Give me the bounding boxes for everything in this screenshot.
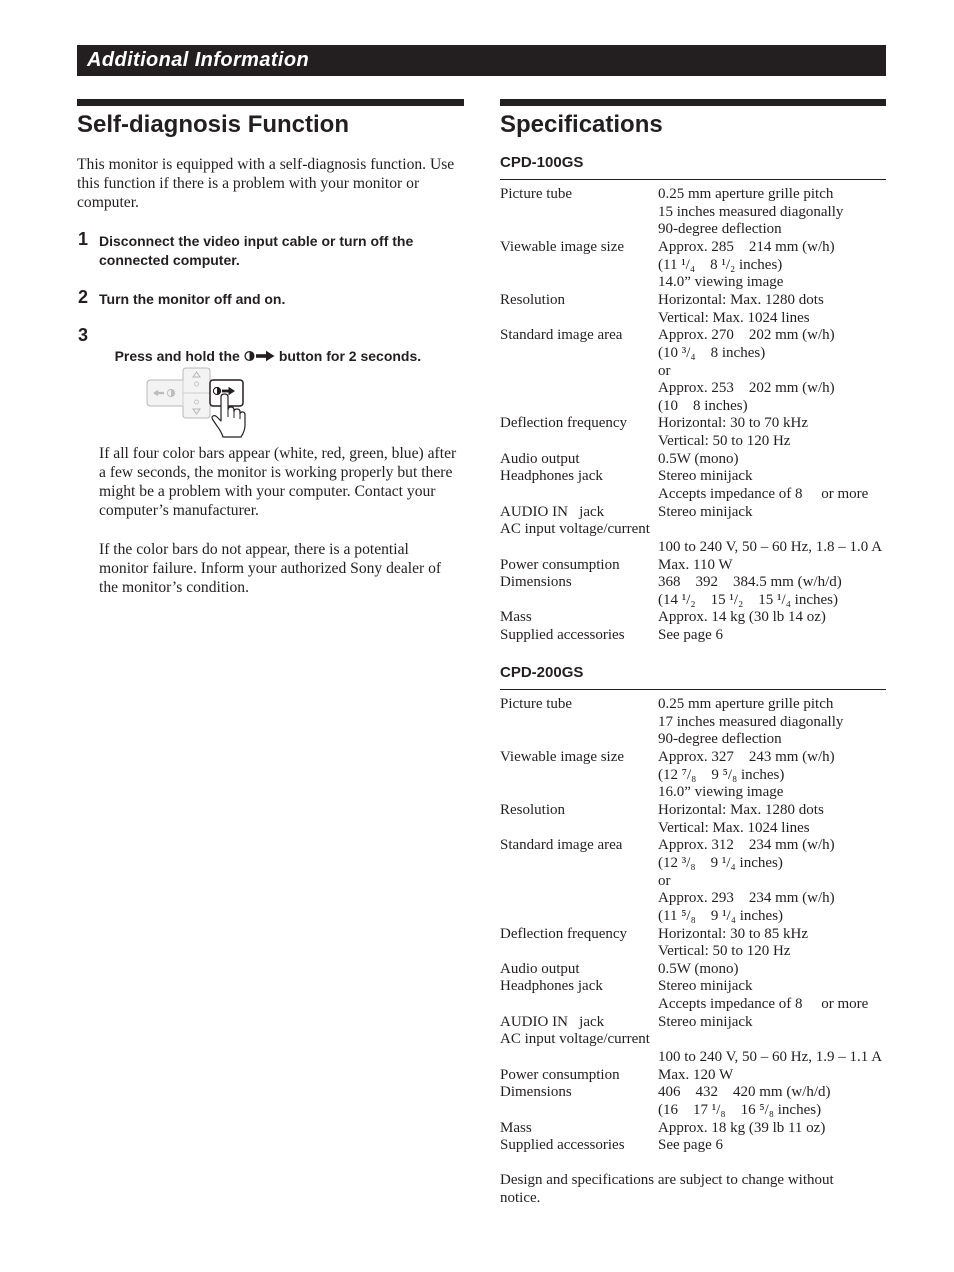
spec-value: Vertical: 50 to 120 Hz — [658, 943, 791, 960]
spec-label: Dimensions — [500, 1084, 572, 1101]
spec-label: Power consumption — [500, 1066, 620, 1083]
spec-row — [500, 802, 886, 820]
spec-row — [500, 996, 886, 1014]
spec-value: Accepts impedance of 8 or more — [658, 485, 869, 502]
spec-row — [500, 820, 886, 838]
spec-value: 16.0” viewing image — [658, 784, 784, 801]
spec-label: AUDIO IN jack — [500, 1013, 605, 1030]
spec-value: Approx. 293 234 mm (w/h) — [658, 890, 835, 907]
spec-row — [500, 274, 886, 292]
spec-label: Resolution — [500, 291, 566, 308]
result-ok-text: If all four color bars appear (white, red, green, blue) after a few seconds, the monitor is working properly but there might be a problem with your computer. Contact your computer’s manufacturer. — [99, 444, 457, 519]
spec-value: Approx. 312 234 mm (w/h) — [658, 837, 835, 854]
spec-row — [500, 310, 886, 328]
spec-value: Approx. 270 202 mm (w/h) — [658, 327, 835, 344]
spec-row — [500, 1137, 886, 1155]
spec-label: Power consumption — [500, 556, 620, 573]
contrast-arrow-icon — [244, 350, 275, 362]
spec-row — [500, 345, 886, 363]
spec-table-cpd-200gs — [500, 696, 886, 1155]
specifications-note: Design and specifications are subject to change without notice. — [500, 1172, 834, 1206]
spec-row — [500, 557, 886, 575]
spec-value: Approx. 285 214 mm (w/h) — [658, 239, 835, 256]
spec-label: Picture tube — [500, 696, 573, 713]
spec-value: 90-degree deflection — [658, 221, 782, 238]
spec-value: Horizontal: 30 to 70 kHz — [658, 415, 808, 432]
spec-value: See page 6 — [658, 1137, 723, 1154]
model-heading-rule — [500, 689, 886, 690]
step-text: Disconnect the video input cable or turn off the connected computer. — [99, 232, 414, 268]
spec-value: Horizontal: Max. 1280 dots — [658, 291, 824, 308]
spec-value: (11 ⁵/₈ 9 ¹/₄ inches) — [658, 907, 784, 924]
spec-row — [500, 767, 886, 785]
spec-label: AC input voltage/current — [500, 1031, 650, 1048]
spec-row — [500, 1014, 886, 1032]
section-header-bar — [77, 45, 886, 76]
spec-value: Horizontal: Max. 1280 dots — [658, 802, 824, 819]
control-pad-illustration — [145, 365, 248, 439]
spec-value: Stereo minijack — [658, 1013, 753, 1030]
spec-row — [500, 837, 886, 855]
spec-row — [500, 204, 886, 222]
spec-value: Approx. 18 kg (39 lb 11 oz) — [658, 1119, 826, 1136]
spec-row — [500, 327, 886, 345]
spec-value: 0.25 mm aperture grille pitch — [658, 696, 834, 713]
spec-label: Audio output — [500, 960, 580, 977]
spec-value: 100 to 240 V, 50 – 60 Hz, 1.9 – 1.1 A — [658, 1049, 883, 1065]
spec-row — [500, 978, 886, 996]
spec-value: 100 to 240 V, 50 – 60 Hz, 1.8 – 1.0 A — [658, 538, 883, 555]
spec-value: 368 392 384.5 mm (w/h/d) — [658, 574, 842, 591]
spec-row — [500, 486, 886, 504]
spec-row — [500, 908, 886, 926]
model-heading: CPD-100GS — [500, 154, 584, 172]
spec-value: (14 ¹/₂ 15 ¹/₂ 15 ¹/₄ inches) — [658, 591, 838, 608]
spec-label: Dimensions — [500, 574, 572, 591]
spec-value: or — [658, 872, 671, 889]
spec-row — [500, 784, 886, 802]
spec-value: 0.5W (mono) — [658, 450, 739, 467]
spec-value: Vertical: Max. 1024 lines — [658, 819, 810, 836]
spec-value: Accepts impedance of 8 or more — [658, 996, 869, 1013]
result-fail-text: If the color bars do not appear, there is a potential monitor failure. Inform your authorized Sony dealer of the monitor’s condition. — [99, 540, 442, 596]
spec-row — [500, 609, 886, 627]
model-heading-rule — [500, 179, 886, 180]
spec-row — [500, 1067, 886, 1085]
spec-value: Stereo minijack — [658, 468, 753, 485]
step-text-before-icon: Press and hold the — [114, 347, 240, 364]
section-header-title: Additional Information — [87, 49, 310, 71]
spec-row — [500, 696, 886, 714]
step-number: 2 — [78, 287, 89, 308]
spec-value: (12 ³/₈ 9 ¹/₄ inches) — [658, 854, 783, 871]
spec-value: Horizontal: 30 to 85 kHz — [658, 925, 808, 942]
step-text-after-icon: button for 2 seconds. — [278, 347, 422, 364]
spec-label: Mass — [500, 1119, 532, 1136]
spec-row — [500, 1084, 886, 1102]
spec-value: 15 inches measured diagonally — [658, 203, 844, 220]
spec-value: Approx. 253 202 mm (w/h) — [658, 380, 835, 397]
spec-label: Viewable image size — [500, 239, 625, 256]
step-number: 1 — [78, 229, 89, 250]
spec-value: Approx. 14 kg (30 lb 14 oz) — [658, 609, 826, 626]
spec-row — [500, 186, 886, 204]
spec-row — [500, 574, 886, 592]
spec-value: (10 8 inches) — [658, 397, 748, 414]
spec-label: AC input voltage/current — [500, 521, 650, 538]
spec-value: Approx. 327 243 mm (w/h) — [658, 749, 835, 766]
spec-row — [500, 873, 886, 891]
spec-value: (16 17 ¹/₈ 16 ⁵/₈ inches) — [658, 1101, 822, 1118]
spec-row — [500, 731, 886, 749]
self-diagnosis-rule — [77, 99, 464, 106]
spec-value: 0.25 mm aperture grille pitch — [658, 186, 834, 203]
spec-row — [500, 451, 886, 469]
spec-row — [500, 1120, 886, 1138]
spec-value: or — [658, 362, 671, 379]
self-diagnosis-title: Self-diagnosis Function — [77, 111, 350, 138]
spec-label: Headphones jack — [500, 978, 603, 995]
spec-value: 17 inches measured diagonally — [658, 713, 844, 730]
spec-label: Supplied accessories — [500, 1137, 625, 1154]
spec-row — [500, 749, 886, 767]
specifications-rule — [500, 99, 886, 106]
spec-row — [500, 504, 886, 522]
step-text: Turn the monitor off and on. — [99, 290, 286, 307]
spec-row — [500, 714, 886, 732]
spec-row — [500, 539, 886, 557]
spec-row — [500, 961, 886, 979]
spec-label: Resolution — [500, 802, 566, 819]
spec-label: Deflection frequency — [500, 925, 628, 942]
spec-row — [500, 890, 886, 908]
spec-value: Vertical: Max. 1024 lines — [658, 309, 810, 326]
spec-row — [500, 398, 886, 416]
spec-label: Deflection frequency — [500, 415, 628, 432]
spec-value: 14.0” viewing image — [658, 274, 784, 291]
spec-row — [500, 221, 886, 239]
spec-label: Standard image area — [500, 327, 623, 344]
spec-value: (11 ¹/₄ 8 ¹/₂ inches) — [658, 256, 783, 273]
spec-row — [500, 855, 886, 873]
spec-row — [500, 592, 886, 610]
spec-value: (10 ³/₄ 8 inches) — [658, 344, 766, 361]
spec-row — [500, 943, 886, 961]
spec-value: Max. 120 W — [658, 1066, 734, 1083]
spec-label: Standard image area — [500, 837, 623, 854]
spec-row — [500, 257, 886, 275]
spec-value: 90-degree deflection — [658, 731, 782, 748]
spec-label: Mass — [500, 609, 532, 626]
spec-row — [500, 292, 886, 310]
spec-row — [500, 239, 886, 257]
spec-value: See page 6 — [658, 627, 723, 644]
spec-table-cpd-100gs — [500, 186, 886, 645]
spec-row — [500, 415, 886, 433]
spec-label: Audio output — [500, 450, 580, 467]
spec-value: Vertical: 50 to 120 Hz — [658, 433, 791, 450]
spec-row — [500, 1102, 886, 1120]
spec-label: Supplied accessories — [500, 627, 625, 644]
specifications-title: Specifications — [500, 111, 663, 138]
spec-label: Headphones jack — [500, 468, 603, 485]
step-number: 3 — [78, 325, 89, 346]
spec-value: Stereo minijack — [658, 503, 753, 520]
spec-value: 406 432 420 mm (w/h/d) — [658, 1084, 831, 1101]
self-diagnosis-intro: This monitor is equipped with a self-diagnosis function. Use this function if there is a problem with your monitor or computer. — [77, 155, 455, 211]
spec-row — [500, 380, 886, 398]
spec-label: AUDIO IN jack — [500, 503, 605, 520]
spec-label: Picture tube — [500, 186, 573, 203]
model-heading: CPD-200GS — [500, 664, 584, 682]
spec-row — [500, 926, 886, 944]
spec-row — [500, 1031, 886, 1049]
spec-row — [500, 627, 886, 645]
spec-value: (12 ⁷/₈ 9 ⁵/₈ inches) — [658, 766, 785, 783]
spec-value: Stereo minijack — [658, 978, 753, 995]
spec-label: Viewable image size — [500, 749, 625, 766]
spec-row — [500, 1049, 886, 1067]
spec-row — [500, 468, 886, 486]
spec-row — [500, 521, 886, 539]
spec-row — [500, 363, 886, 381]
spec-value: 0.5W (mono) — [658, 960, 739, 977]
spec-value: Max. 110 W — [658, 556, 733, 573]
spec-row — [500, 433, 886, 451]
